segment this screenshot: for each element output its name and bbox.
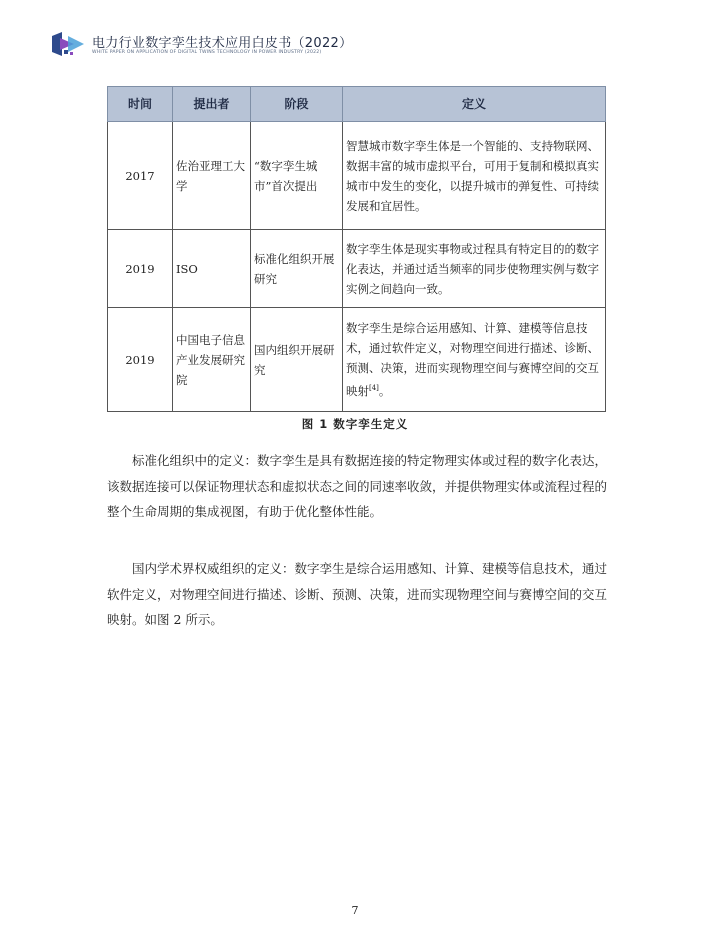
column-header-time: 时间 (108, 87, 173, 122)
paragraph-domestic-definition (107, 556, 607, 633)
column-header-definition: 定义 (343, 87, 606, 122)
page-header (50, 30, 610, 66)
cell-year: 2019 (108, 230, 173, 308)
definition-text: 数字孪生是综合运用感知、计算、建模等信息技术，通过软件定义，对物理空间进行描述、诊断、预测、决策，进而实现物理空间与赛博空间的交互映射 (346, 321, 599, 398)
cell-definition: 智慧城市数字孪生体是一个智能的、支持物联网、数据丰富的城市虚拟平台，可用于复制和模拟真实城市中发生的变化，以提升城市的弹复性、可持续发展和宜居性。 (343, 122, 606, 230)
paragraph-standard-definition (107, 448, 607, 525)
cell-year: 2019 (108, 308, 173, 412)
cell-year: 2017 (108, 122, 173, 230)
definition-end: 。 (378, 383, 391, 398)
table-row (108, 308, 606, 412)
table-row (108, 122, 606, 230)
cell-definition (343, 308, 606, 412)
table-header-row (108, 87, 606, 122)
logo-icon (50, 30, 86, 58)
reference-marker: [4] (369, 384, 379, 393)
cell-definition: 数字孪生体是现实事物或过程具有特定目的的数字化表达，并通过适当频率的同步使物理实例与数字实例之间趋向一致。 (343, 230, 606, 308)
header-title: 电力行业数字孪生技术应用白皮书（2022） (92, 36, 353, 51)
cell-stage: “数字孪生城市”首次提出 (251, 122, 343, 230)
paragraph-text: 标准化组织中的定义：数字孪生是具有数据连接的特定物理实体或过程的数字化表达，该数据连接可以保证物理状态和虚拟状态之间的同速率收敛，并提供物理实体或流程过程的整个生命周期的集成视图，有助于优化整体性能。 (107, 453, 608, 519)
cell-proposer: 中国电子信息产业发展研究院 (173, 308, 251, 412)
figure-caption: 图 1 数字孪生定义 (301, 417, 409, 431)
cell-proposer: ISO (173, 230, 251, 308)
page-number: 7 (351, 904, 359, 917)
header-subtitle: WHITE PAPER ON APPLICATION OF DIGITAL TWINS TECHNOLOGY IN POWER INDUSTRY (2022) (92, 50, 322, 55)
column-header-stage: 阶段 (251, 87, 343, 122)
cell-stage: 国内组织开展研究 (251, 308, 343, 412)
paragraph-text: 国内学术界权威组织的定义：数字孪生是综合运用感知、计算、建模等信息技术，通过软件定义，对物理空间进行描述、诊断、预测、决策，进而实现物理空间与赛博空间的交互映射。如图 2 所示。 (107, 561, 608, 627)
definition-table (107, 86, 606, 412)
cell-proposer: 佐治亚理工大学 (173, 122, 251, 230)
cell-stage: 标准化组织开展研究 (251, 230, 343, 308)
column-header-proposer: 提出者 (173, 87, 251, 122)
table-row (108, 230, 606, 308)
